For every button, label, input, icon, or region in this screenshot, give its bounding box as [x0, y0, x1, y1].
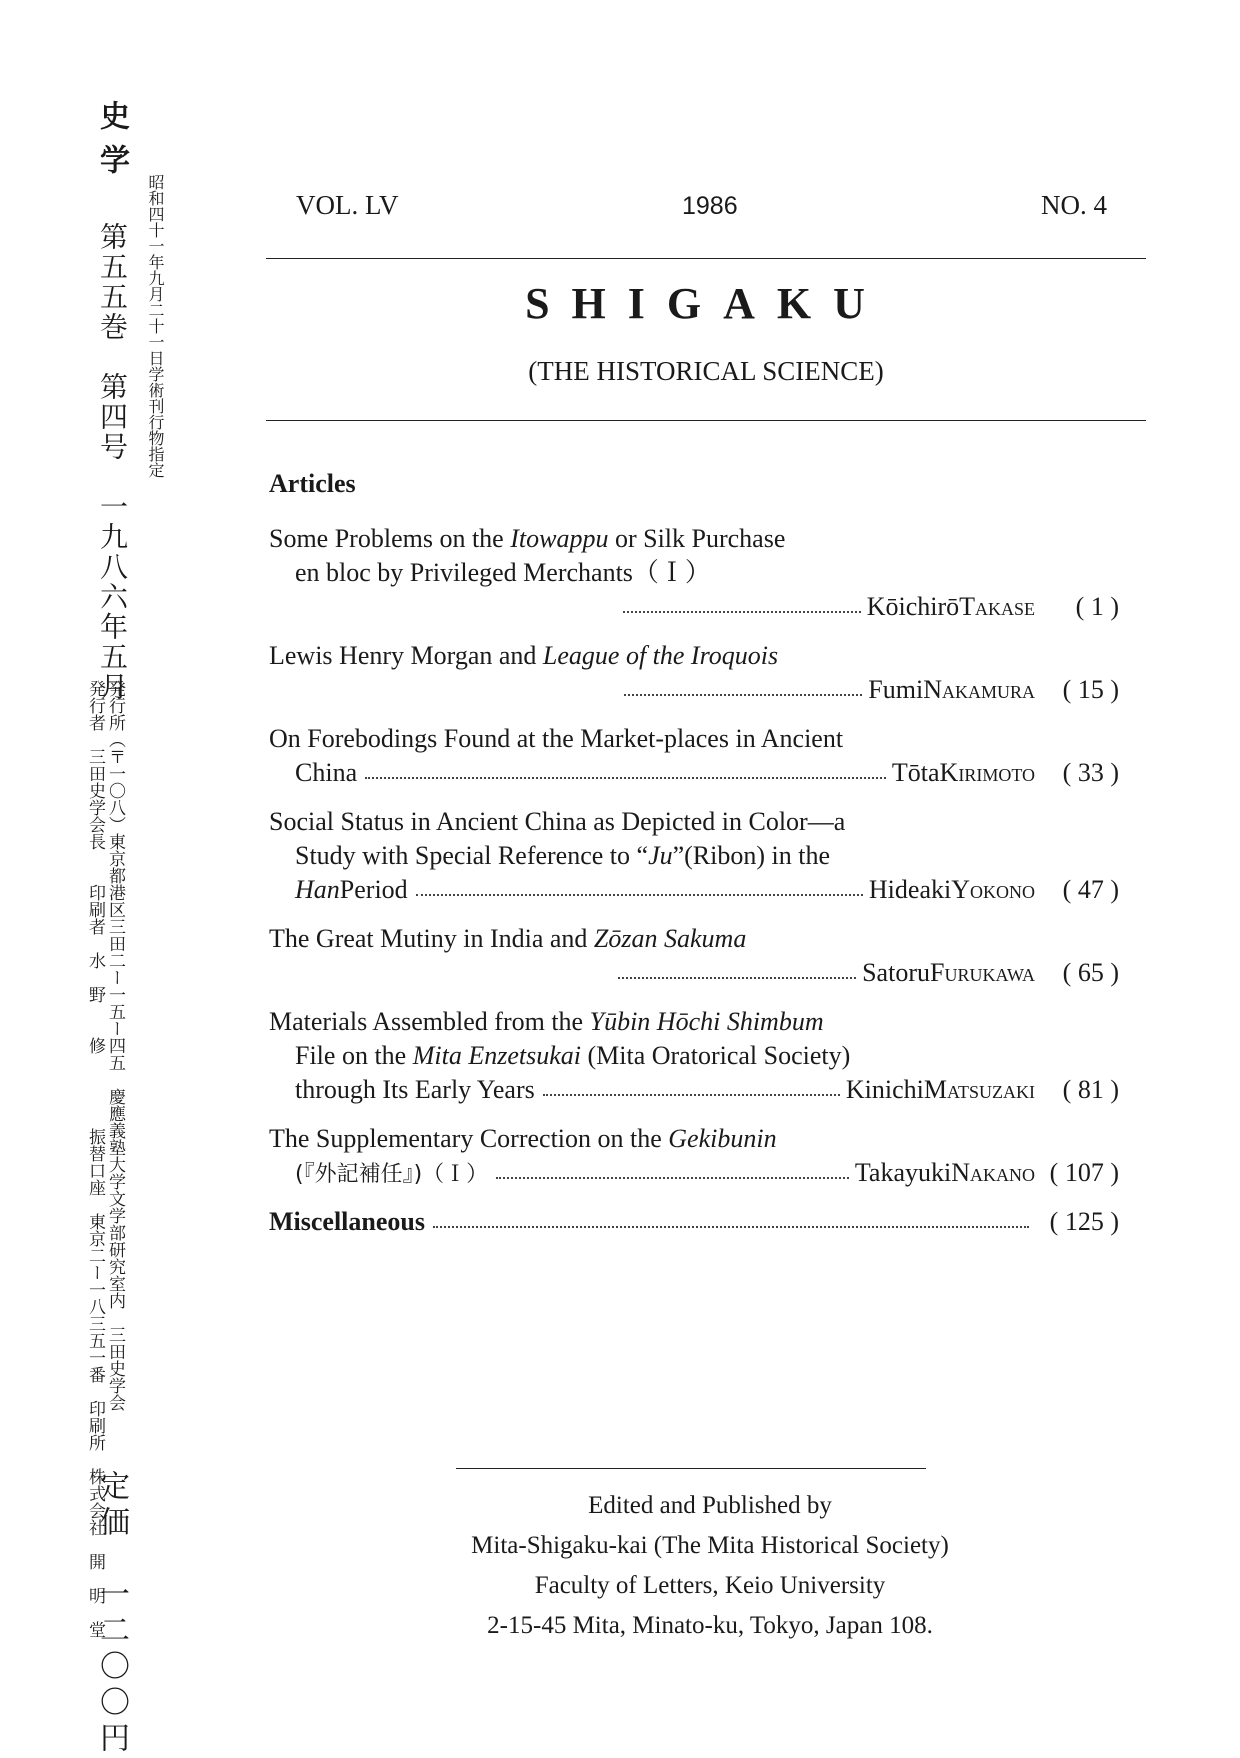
title-italic: Han — [295, 875, 340, 904]
title-text: Social Status in Ancient China as Depicted in Color—a — [269, 807, 846, 836]
toc-entry-miscellaneous — [269, 1205, 1119, 1239]
title-text: Materials Assembled from the — [269, 1007, 590, 1036]
author-given-name: Fumi — [868, 675, 924, 704]
misc-line — [269, 1205, 1119, 1239]
author-surname: Nakano — [951, 1158, 1035, 1187]
spine-volume-info: 第五五巻 第四号 一九八六年五月 — [96, 222, 129, 702]
toc-entry — [269, 1122, 1119, 1190]
article-title-line — [269, 922, 1119, 956]
volume-label: VOL. LV — [296, 190, 399, 220]
header-rule-top — [266, 258, 1146, 259]
spine-designation: 昭和四十一年九月二十一日学術刊行物指定 — [146, 174, 165, 478]
author-surname: Nakamura — [923, 675, 1035, 704]
title-text: en bloc by Privileged Merchants（Ｉ） — [295, 558, 711, 587]
issue-number-label: NO. 4 — [1041, 190, 1107, 220]
title-text: or Silk Purchase — [608, 524, 786, 553]
title-text: Period — [339, 875, 408, 904]
dot-leader — [433, 1226, 1029, 1228]
toc-entry — [269, 805, 1119, 907]
dot-leader — [365, 777, 886, 779]
article-title-line — [269, 1039, 1119, 1073]
page-number: ( 47 ) — [1062, 875, 1119, 904]
author-surname: Furukawa — [929, 958, 1035, 987]
article-title-line — [269, 522, 1119, 556]
author-line — [269, 756, 1119, 790]
author-line — [269, 673, 1119, 707]
title-text: Some Problems on the — [269, 524, 511, 553]
title-italic: Zōzan Sakuma — [593, 924, 747, 953]
header-rule-bottom — [266, 420, 1146, 421]
title-text: Study with Special Reference to “ — [295, 841, 649, 870]
page-number: ( 15 ) — [1062, 675, 1119, 704]
footer-line: Edited and Published by — [588, 1492, 832, 1519]
title-text: (Mita Oratorical Society) — [580, 1041, 851, 1070]
spine-publishing-house: 発行所（〒一〇八）東京都港区三田二ー一五ー四五 慶應義塾大学文学部研究室内 三田史学会 — [105, 680, 125, 1411]
title-italic: Gekibunin — [668, 1124, 777, 1153]
spine-title: 史学 — [94, 100, 129, 188]
author-line — [269, 956, 1119, 990]
footer-rule — [456, 1468, 926, 1469]
title-italic: League of the Iroquois — [542, 641, 779, 670]
page-number: ( 107 ) — [1049, 1158, 1119, 1187]
article-title-line — [269, 722, 1119, 756]
page-number: ( 81 ) — [1062, 1075, 1119, 1104]
title-text: through Its Early Years — [295, 1075, 535, 1104]
dot-leader — [618, 977, 856, 979]
footer-line: Faculty of Letters, Keio University — [534, 1572, 886, 1599]
article-title-line — [269, 1005, 1119, 1039]
author-surname: Takase — [959, 592, 1035, 621]
journal-subtitle: (THE HISTORICAL SCIENCE) — [528, 356, 884, 386]
toc-entry — [269, 922, 1119, 990]
article-title-line — [269, 805, 1119, 839]
author-line — [269, 1156, 1119, 1190]
table-of-contents — [269, 522, 1119, 1254]
title-text: The Great Mutiny in India and — [269, 924, 594, 953]
author-line — [269, 1073, 1119, 1107]
author-given-name: Tōta — [891, 758, 940, 787]
toc-entry — [269, 639, 1119, 707]
author-line — [269, 873, 1119, 907]
dot-leader — [543, 1094, 840, 1096]
article-title-line — [269, 639, 1119, 673]
title-italic: Yūbin Hōchi Shimbum — [589, 1007, 824, 1036]
title-italic: Mita Enzetsukai — [412, 1041, 581, 1070]
dot-leader — [416, 894, 863, 896]
spine-price: 定価 一二〇〇円 — [94, 1470, 129, 1758]
article-title-line — [269, 556, 1119, 590]
journal-title: SHIGAKU — [525, 279, 887, 328]
dot-leader — [623, 611, 861, 613]
title-text: ”(Ribon) in the — [672, 841, 831, 870]
title-text: Lewis Henry Morgan and — [269, 641, 543, 670]
dot-leader — [624, 694, 862, 696]
author-given-name: Kōichirō — [866, 592, 960, 621]
author-line — [269, 590, 1119, 624]
spine-publisher: 発行者 三田史学会長 印刷者 水 野 修 — [85, 680, 105, 1054]
title-text: File on the — [295, 1041, 413, 1070]
section-heading-articles: Articles — [269, 469, 356, 498]
title-italic: Itowappu — [510, 524, 609, 553]
article-title-line — [269, 1122, 1119, 1156]
publisher-footer — [300, 1486, 1120, 1646]
page-number: ( 33 ) — [1062, 758, 1119, 787]
author-surname: Kirimoto — [939, 758, 1035, 787]
title-text: (『外記補任』)（Ｉ） — [295, 1162, 489, 1187]
year-label: 1986 — [682, 192, 738, 220]
author-surname: Yokono — [951, 875, 1035, 904]
toc-entry — [269, 722, 1119, 790]
author-given-name: Satoru — [862, 958, 930, 987]
footer-line: Mita-Shigaku-kai (The Mita Historical Society) — [471, 1532, 949, 1559]
spine-transfer-printer: 振替口座 東京二ー一八三五一番 印刷所 株式会社 開 明 堂 — [85, 1128, 105, 1638]
author-given-name: Hideaki — [868, 875, 952, 904]
toc-entry — [269, 1005, 1119, 1107]
misc-label: Miscellaneous — [269, 1207, 425, 1236]
dot-leader — [496, 1177, 849, 1179]
author-given-name: Kinichi — [845, 1075, 924, 1104]
title-text: On Forebodings Found at the Market-places in Ancient — [269, 724, 844, 753]
footer-line: 2-15-45 Mita, Minato-ku, Tokyo, Japan 108. — [487, 1612, 933, 1639]
article-title-line — [269, 839, 1119, 873]
title-italic: Ju — [648, 841, 673, 870]
author-given-name: Takayuki — [854, 1158, 952, 1187]
author-surname: Matsuzaki — [923, 1075, 1035, 1104]
title-text: The Supplementary Correction on the — [269, 1124, 669, 1153]
page-number: ( 125 ) — [1049, 1207, 1119, 1236]
toc-entry — [269, 522, 1119, 624]
title-text: China — [295, 758, 358, 787]
page-number: ( 65 ) — [1062, 958, 1119, 987]
page-number: ( 1 ) — [1075, 592, 1119, 621]
